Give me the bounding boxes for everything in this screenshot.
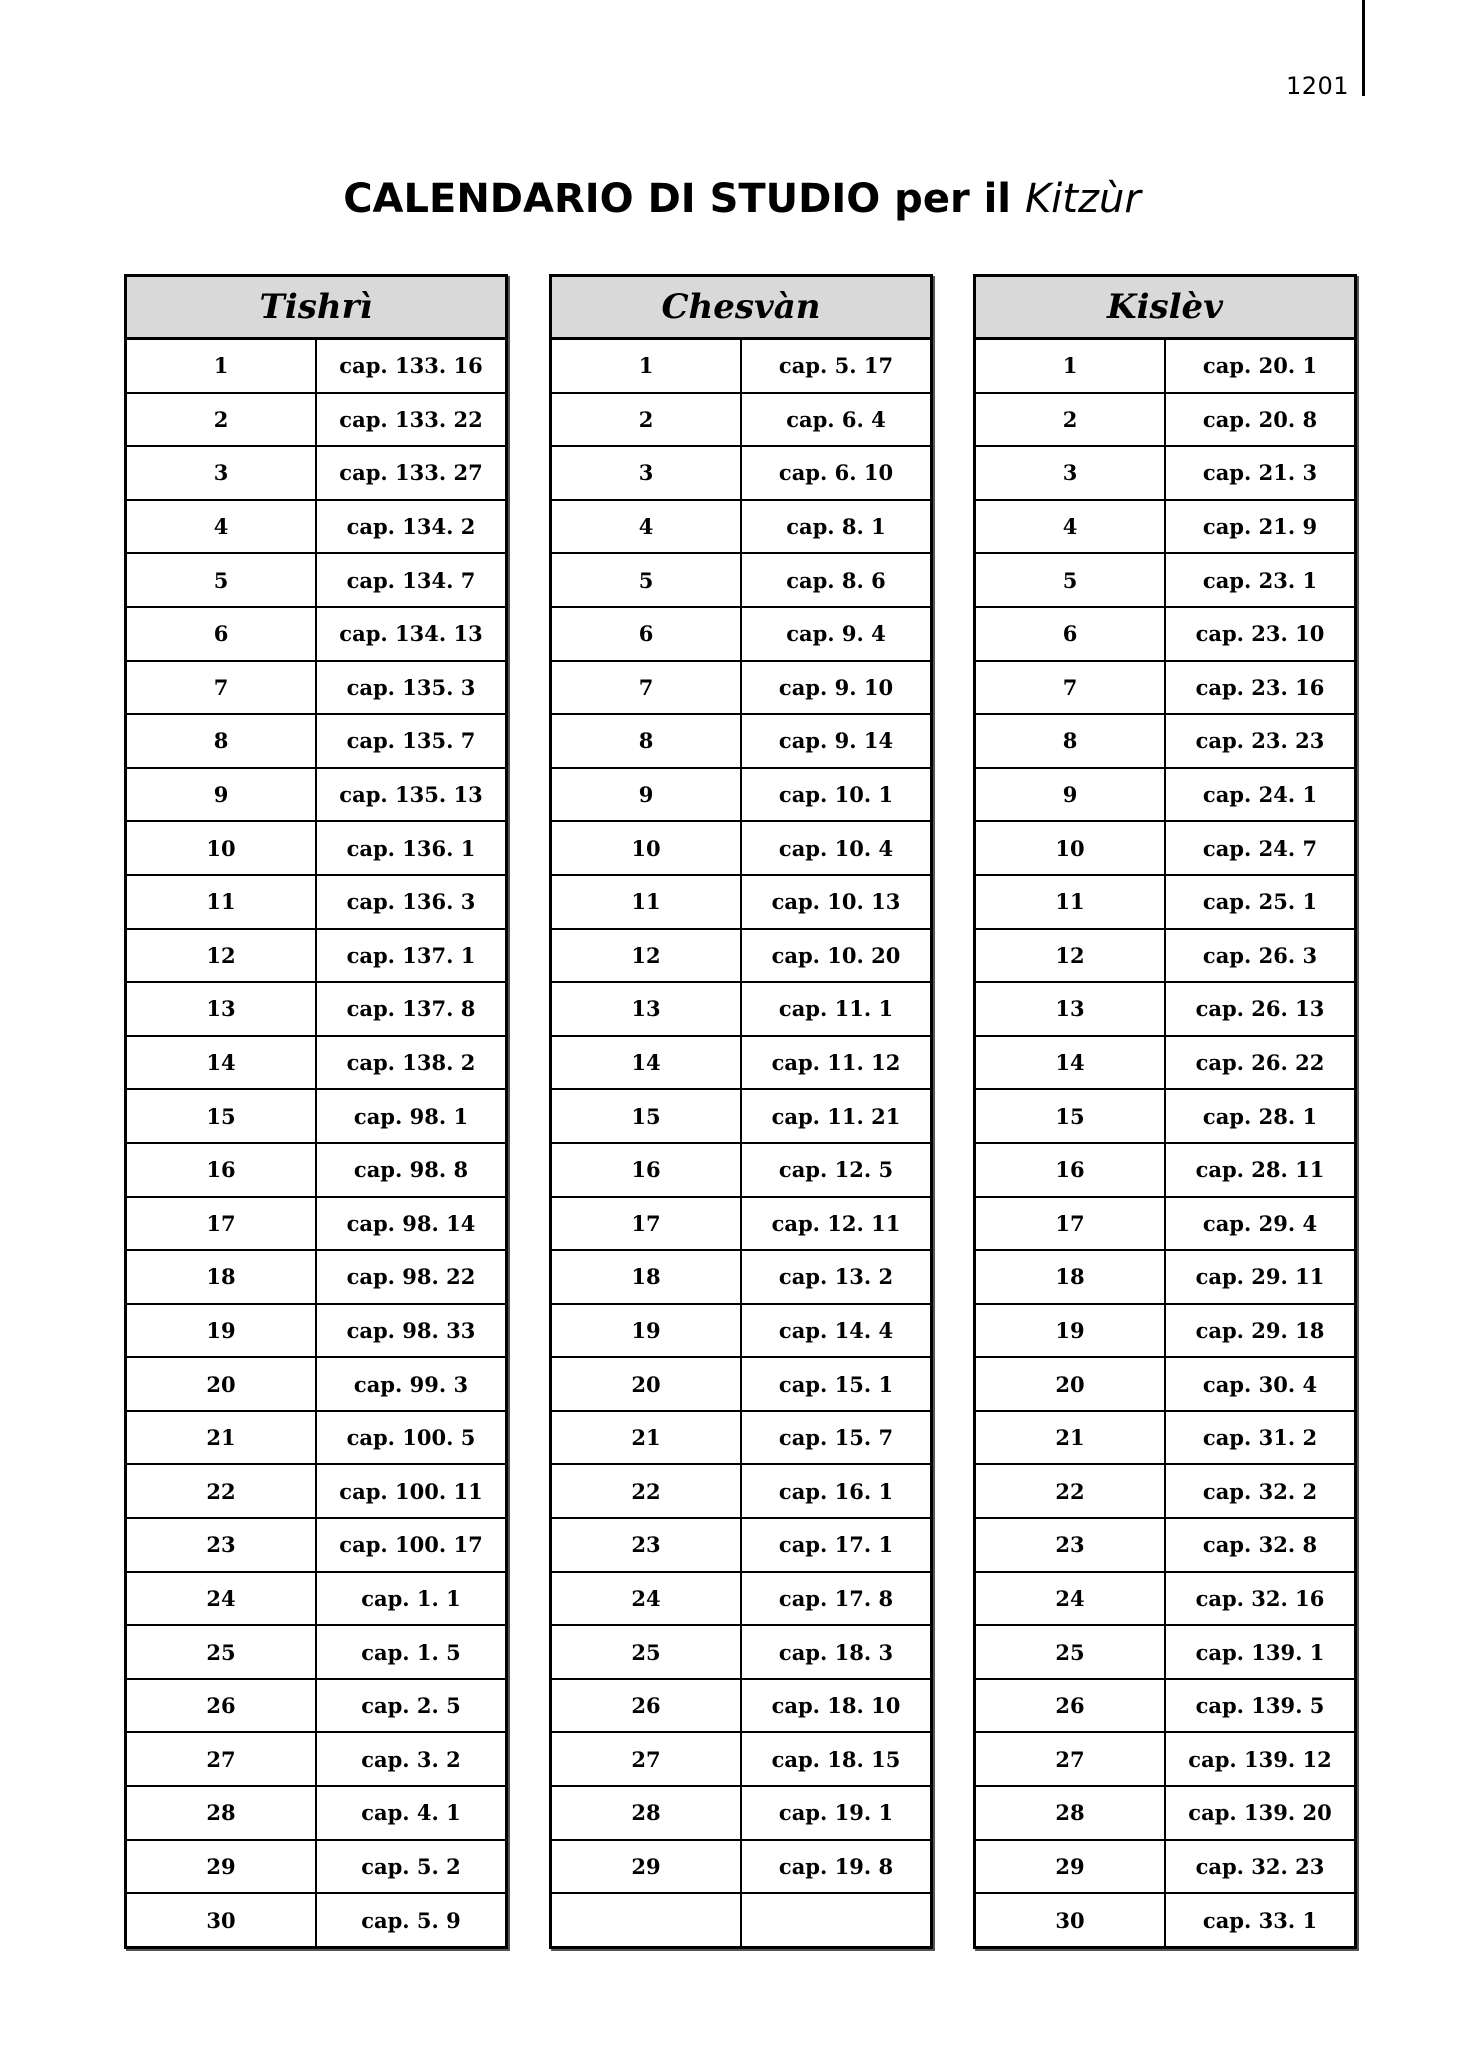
chapter-ref-cell: cap. 26. 22 bbox=[1165, 1036, 1356, 1090]
chapter-ref-cell: cap. 20. 1 bbox=[1202, 353, 1318, 379]
chapter-ref-cell: cap. 9. 14 bbox=[741, 714, 932, 768]
chapter-ref-cell: cap. 11. 21 bbox=[741, 1089, 932, 1143]
chapter-ref-cell: cap. 23. 16 bbox=[1165, 661, 1356, 715]
month-header: Tishrì bbox=[126, 276, 507, 339]
title-italic: Kitzùr bbox=[1024, 176, 1141, 222]
day-cell: 5 bbox=[126, 553, 317, 607]
chapter-ref-cell: cap. 19. 1 bbox=[741, 1786, 932, 1840]
day-cell: 20 bbox=[975, 1357, 1166, 1411]
chapter-ref-cell: cap. 99. 3 bbox=[316, 1357, 507, 1411]
chapter-ref-cell: cap. 15. 7 bbox=[741, 1411, 932, 1465]
day-cell: 11 bbox=[975, 875, 1166, 929]
table-row bbox=[126, 768, 507, 822]
day-cell: 29 bbox=[551, 1840, 742, 1894]
table-row bbox=[975, 1893, 1356, 1947]
day-cell: 19 bbox=[126, 1304, 317, 1358]
day-cell: 4 bbox=[975, 500, 1166, 554]
day-cell: 18 bbox=[126, 1250, 317, 1304]
chapter-ref-cell: cap. 136. 3 bbox=[316, 875, 507, 929]
table-row bbox=[126, 1411, 507, 1465]
chapter-ref-cell: cap. 31. 2 bbox=[1165, 1411, 1356, 1465]
day-cell: 29 bbox=[975, 1840, 1166, 1894]
chapter-ref-cell: cap. 17. 8 bbox=[741, 1572, 932, 1626]
chapter-ref-cell: cap. 100. 11 bbox=[316, 1464, 507, 1518]
table-row bbox=[551, 1518, 932, 1572]
day-cell: 26 bbox=[126, 1679, 317, 1733]
chapter-ref-cell: cap. 133. 27 bbox=[316, 446, 507, 500]
table-row bbox=[126, 1464, 507, 1518]
table-row bbox=[975, 821, 1356, 875]
day-cell: 24 bbox=[126, 1572, 317, 1626]
table-row bbox=[551, 1250, 932, 1304]
table-row bbox=[551, 1786, 932, 1840]
day-cell: 15 bbox=[975, 1089, 1166, 1143]
table-row bbox=[126, 1732, 507, 1786]
day-cell: 11 bbox=[126, 875, 317, 929]
day-cell: 29 bbox=[126, 1840, 317, 1894]
chapter-ref-cell: cap. 20. 8 bbox=[1165, 393, 1356, 447]
table-row bbox=[975, 393, 1356, 447]
day-cell: 13 bbox=[551, 982, 742, 1036]
chapter-ref-cell: cap. 98. 22 bbox=[316, 1250, 507, 1304]
table-row bbox=[975, 1840, 1356, 1894]
table-row bbox=[126, 607, 507, 661]
day-cell: 23 bbox=[975, 1518, 1166, 1572]
table-row bbox=[975, 1411, 1356, 1465]
day-cell: 18 bbox=[551, 1250, 742, 1304]
day-cell: 10 bbox=[551, 821, 742, 875]
day-cell: 1 bbox=[551, 339, 742, 393]
table-row bbox=[975, 1679, 1356, 1733]
table-row bbox=[551, 1572, 932, 1626]
day-cell: 2 bbox=[551, 393, 742, 447]
table-row bbox=[975, 1143, 1356, 1197]
chapter-ref-cell: cap. 21. 9 bbox=[1165, 500, 1356, 554]
day-cell: 7 bbox=[126, 661, 317, 715]
day-cell: 16 bbox=[551, 1143, 742, 1197]
chapter-ref-cell: cap. 26. 13 bbox=[1165, 982, 1356, 1036]
day-cell: 13 bbox=[975, 982, 1166, 1036]
day-cell: 22 bbox=[975, 1464, 1166, 1518]
chapter-ref-cell: cap. 23. 23 bbox=[1165, 714, 1356, 768]
day-cell: 15 bbox=[551, 1089, 742, 1143]
day-cell: 9 bbox=[975, 768, 1166, 822]
day-cell: 6 bbox=[551, 607, 742, 661]
day-cell: 24 bbox=[975, 1572, 1166, 1626]
table-row bbox=[975, 1732, 1356, 1786]
day-cell: 19 bbox=[551, 1304, 742, 1358]
chapter-ref-cell: cap. 18. 3 bbox=[741, 1625, 932, 1679]
table-row bbox=[551, 607, 932, 661]
day-cell: 8 bbox=[126, 714, 317, 768]
day-cell: 17 bbox=[975, 1197, 1166, 1251]
day-cell: 22 bbox=[126, 1464, 317, 1518]
table-row bbox=[126, 393, 507, 447]
day-cell: 25 bbox=[551, 1625, 742, 1679]
table-row bbox=[975, 1197, 1356, 1251]
table-row bbox=[975, 553, 1356, 607]
chapter-ref-cell: cap. 29. 11 bbox=[1165, 1250, 1356, 1304]
day-cell: 17 bbox=[126, 1197, 317, 1251]
chapter-ref-cell: cap. 24. 1 bbox=[1165, 768, 1356, 822]
table-row bbox=[126, 446, 507, 500]
chapter-ref-cell: cap. 4. 1 bbox=[316, 1786, 507, 1840]
table-row bbox=[126, 982, 507, 1036]
chapter-ref-cell: cap. 1. 1 bbox=[316, 1572, 507, 1626]
day-cell: 14 bbox=[126, 1036, 317, 1090]
table-row bbox=[551, 1625, 932, 1679]
chapter-ref-cell: cap. 14. 4 bbox=[741, 1304, 932, 1358]
day-cell: 5 bbox=[551, 553, 742, 607]
day-cell: 11 bbox=[551, 875, 742, 929]
chapter-ref-cell: cap. 29. 18 bbox=[1165, 1304, 1356, 1358]
chapter-ref-cell: cap. 28. 11 bbox=[1165, 1143, 1356, 1197]
table-row bbox=[126, 1518, 507, 1572]
month-table-tishri bbox=[124, 274, 508, 1949]
table-row bbox=[551, 339, 932, 393]
chapter-ref-cell: cap. 26. 3 bbox=[1165, 929, 1356, 983]
table-row bbox=[126, 661, 507, 715]
month-header: Kislèv bbox=[975, 276, 1356, 339]
table-row bbox=[975, 982, 1356, 1036]
day-cell: 20 bbox=[126, 1357, 317, 1411]
table-row bbox=[126, 1197, 507, 1251]
chapter-ref-cell: cap. 9. 10 bbox=[741, 661, 932, 715]
table-row bbox=[975, 714, 1356, 768]
day-cell: 6 bbox=[126, 607, 317, 661]
chapter-ref-cell: cap. 137. 1 bbox=[316, 929, 507, 983]
day-cell: 25 bbox=[975, 1625, 1166, 1679]
table-row bbox=[126, 500, 507, 554]
chapter-ref-cell: cap. 24. 7 bbox=[1165, 821, 1356, 875]
table-row bbox=[975, 1625, 1356, 1679]
table-row bbox=[126, 1840, 507, 1894]
chapter-ref-cell: cap. 10. 13 bbox=[741, 875, 932, 929]
table-row bbox=[126, 1786, 507, 1840]
page-edge-rule bbox=[1362, 0, 1365, 96]
day-cell: 17 bbox=[551, 1197, 742, 1251]
page-number: 1201 bbox=[1286, 72, 1350, 100]
day-cell: 7 bbox=[551, 661, 742, 715]
chapter-ref-cell: cap. 5. 17 bbox=[778, 353, 894, 379]
chapter-ref-cell: cap. 134. 2 bbox=[316, 500, 507, 554]
day-cell: 30 bbox=[975, 1893, 1166, 1947]
chapter-ref-cell: cap. 32. 23 bbox=[1165, 1840, 1356, 1894]
day-cell: 23 bbox=[551, 1518, 742, 1572]
table-row bbox=[126, 1572, 507, 1626]
chapter-ref-cell: cap. 6. 10 bbox=[741, 446, 932, 500]
table-row bbox=[551, 1197, 932, 1251]
chapter-ref-cell: cap. 32. 16 bbox=[1165, 1572, 1356, 1626]
chapter-ref-cell: cap. 139. 20 bbox=[1165, 1786, 1356, 1840]
chapter-ref-cell: cap. 18. 10 bbox=[741, 1679, 932, 1733]
table-row bbox=[975, 1304, 1356, 1358]
table-row bbox=[126, 1893, 507, 1947]
chapter-ref-cell: cap. 11. 1 bbox=[741, 982, 932, 1036]
chapter-ref-cell: cap. 18. 15 bbox=[741, 1732, 932, 1786]
day-cell: 4 bbox=[126, 500, 317, 554]
table-row bbox=[126, 875, 507, 929]
day-cell: 13 bbox=[126, 982, 317, 1036]
chapter-ref-cell: cap. 136. 1 bbox=[316, 821, 507, 875]
day-cell: 1 bbox=[126, 339, 317, 393]
month-header: Chesvàn bbox=[551, 276, 932, 339]
table-row bbox=[551, 821, 932, 875]
chapter-ref-cell: cap. 135. 7 bbox=[316, 714, 507, 768]
day-cell: 21 bbox=[126, 1411, 317, 1465]
chapter-ref-cell: cap. 139. 5 bbox=[1165, 1679, 1356, 1733]
table-row bbox=[975, 929, 1356, 983]
day-cell: 28 bbox=[975, 1786, 1166, 1840]
chapter-ref-cell: cap. 12. 11 bbox=[741, 1197, 932, 1251]
day-cell: 15 bbox=[126, 1089, 317, 1143]
chapter-ref-cell: cap. 98. 14 bbox=[316, 1197, 507, 1251]
chapter-ref-cell: cap. 15. 1 bbox=[741, 1357, 932, 1411]
chapter-ref-cell: cap. 98. 1 bbox=[316, 1089, 507, 1143]
day-cell: 27 bbox=[975, 1732, 1166, 1786]
day-cell: 12 bbox=[126, 929, 317, 983]
table-row bbox=[551, 393, 932, 447]
table-row bbox=[126, 1089, 507, 1143]
day-cell: 16 bbox=[126, 1143, 317, 1197]
day-cell: 2 bbox=[975, 393, 1166, 447]
table-row bbox=[975, 1036, 1356, 1090]
chapter-ref-cell: cap. 137. 8 bbox=[316, 982, 507, 1036]
chapter-ref-cell: cap. 17. 1 bbox=[741, 1518, 932, 1572]
chapter-ref-cell: cap. 3. 2 bbox=[316, 1732, 507, 1786]
chapter-ref-cell: cap. 2. 5 bbox=[316, 1679, 507, 1733]
day-cell: 19 bbox=[975, 1304, 1166, 1358]
table-row bbox=[975, 500, 1356, 554]
table-row bbox=[975, 661, 1356, 715]
chapter-ref-cell: cap. 32. 2 bbox=[1165, 1464, 1356, 1518]
table-row bbox=[975, 607, 1356, 661]
day-cell: 20 bbox=[551, 1357, 742, 1411]
table-row bbox=[126, 1357, 507, 1411]
table-row bbox=[551, 1304, 932, 1358]
day-cell: 7 bbox=[975, 661, 1166, 715]
day-cell: 10 bbox=[975, 821, 1166, 875]
table-row bbox=[126, 339, 507, 393]
table-row bbox=[551, 1732, 932, 1786]
chapter-ref-cell: cap. 134. 13 bbox=[316, 607, 507, 661]
table-row bbox=[551, 1464, 932, 1518]
chapter-ref-cell: cap. 6. 4 bbox=[741, 393, 932, 447]
table-row bbox=[551, 1840, 932, 1894]
day-cell: 26 bbox=[975, 1679, 1166, 1733]
table-row bbox=[551, 446, 932, 500]
table-row bbox=[551, 714, 932, 768]
chapter-ref-cell: cap. 23. 1 bbox=[1165, 553, 1356, 607]
table-row bbox=[975, 1357, 1356, 1411]
table-row bbox=[975, 768, 1356, 822]
table-row bbox=[975, 339, 1356, 393]
chapter-ref-cell: cap. 30. 4 bbox=[1165, 1357, 1356, 1411]
day-cell: 30 bbox=[126, 1893, 317, 1947]
table-row bbox=[551, 768, 932, 822]
table-row bbox=[551, 875, 932, 929]
table-row bbox=[975, 1786, 1356, 1840]
chapter-ref-cell: cap. 100. 5 bbox=[316, 1411, 507, 1465]
table-row bbox=[551, 500, 932, 554]
chapter-ref-cell: cap. 21. 3 bbox=[1165, 446, 1356, 500]
table-row bbox=[126, 714, 507, 768]
day-cell: 1 bbox=[975, 339, 1166, 393]
day-cell: 18 bbox=[975, 1250, 1166, 1304]
day-cell: 3 bbox=[975, 446, 1166, 500]
day-cell: 5 bbox=[975, 553, 1166, 607]
chapter-ref-cell: cap. 19. 8 bbox=[741, 1840, 932, 1894]
chapter-ref-cell: cap. 139. 1 bbox=[1165, 1625, 1356, 1679]
chapter-ref-cell: cap. 133. 22 bbox=[316, 393, 507, 447]
day-cell: 16 bbox=[975, 1143, 1166, 1197]
chapter-ref-cell: cap. 133. 16 bbox=[339, 353, 483, 379]
chapter-ref-cell: cap. 16. 1 bbox=[741, 1464, 932, 1518]
day-cell: 27 bbox=[551, 1732, 742, 1786]
chapter-ref-cell: cap. 25. 1 bbox=[1165, 875, 1356, 929]
day-cell: 22 bbox=[551, 1464, 742, 1518]
page-title bbox=[0, 176, 1484, 222]
table-row bbox=[975, 446, 1356, 500]
chapter-ref-cell: cap. 135. 13 bbox=[316, 768, 507, 822]
chapter-ref-cell: cap. 33. 1 bbox=[1165, 1893, 1356, 1947]
day-cell: 14 bbox=[551, 1036, 742, 1090]
chapter-ref-cell: cap. 98. 8 bbox=[316, 1143, 507, 1197]
table-row bbox=[126, 1250, 507, 1304]
chapter-ref-cell: cap. 29. 4 bbox=[1165, 1197, 1356, 1251]
chapter-ref-cell: cap. 134. 7 bbox=[316, 553, 507, 607]
chapter-ref-cell: cap. 13. 2 bbox=[741, 1250, 932, 1304]
day-cell: 10 bbox=[126, 821, 317, 875]
month-table-kislev bbox=[973, 274, 1357, 1949]
table-row bbox=[551, 553, 932, 607]
day-cell: 27 bbox=[126, 1732, 317, 1786]
table-row bbox=[126, 1036, 507, 1090]
day-cell: 25 bbox=[126, 1625, 317, 1679]
table-row bbox=[551, 1357, 932, 1411]
day-cell: 8 bbox=[551, 714, 742, 768]
chapter-ref-cell: cap. 139. 12 bbox=[1165, 1732, 1356, 1786]
chapter-ref-cell: cap. 100. 17 bbox=[316, 1518, 507, 1572]
day-cell bbox=[551, 1893, 742, 1947]
table-row bbox=[551, 1893, 932, 1947]
chapter-ref-cell: cap. 135. 3 bbox=[316, 661, 507, 715]
chapter-ref-cell: cap. 10. 4 bbox=[741, 821, 932, 875]
table-row bbox=[551, 1679, 932, 1733]
chapter-ref-cell: cap. 138. 2 bbox=[316, 1036, 507, 1090]
day-cell: 21 bbox=[975, 1411, 1166, 1465]
table-row bbox=[975, 1089, 1356, 1143]
day-cell: 12 bbox=[551, 929, 742, 983]
table-row bbox=[975, 1250, 1356, 1304]
table-row bbox=[126, 1625, 507, 1679]
chapter-ref-cell: cap. 5. 2 bbox=[316, 1840, 507, 1894]
table-row bbox=[551, 1411, 932, 1465]
chapter-ref-cell: cap. 32. 8 bbox=[1165, 1518, 1356, 1572]
chapter-ref-cell: cap. 10. 20 bbox=[741, 929, 932, 983]
day-cell: 6 bbox=[975, 607, 1166, 661]
day-cell: 8 bbox=[975, 714, 1166, 768]
day-cell: 23 bbox=[126, 1518, 317, 1572]
table-row bbox=[551, 929, 932, 983]
day-cell: 3 bbox=[551, 446, 742, 500]
table-row bbox=[975, 1572, 1356, 1626]
chapter-ref-cell: cap. 1. 5 bbox=[316, 1625, 507, 1679]
chapter-ref-cell: cap. 5. 9 bbox=[316, 1893, 507, 1947]
table-row bbox=[551, 1089, 932, 1143]
table-row bbox=[126, 821, 507, 875]
chapter-ref-cell: cap. 12. 5 bbox=[741, 1143, 932, 1197]
day-cell: 24 bbox=[551, 1572, 742, 1626]
chapter-ref-cell: cap. 98. 33 bbox=[316, 1304, 507, 1358]
table-row bbox=[975, 1464, 1356, 1518]
day-cell: 9 bbox=[551, 768, 742, 822]
day-cell: 9 bbox=[126, 768, 317, 822]
chapter-ref-cell: cap. 10. 1 bbox=[741, 768, 932, 822]
chapter-ref-cell: cap. 9. 4 bbox=[741, 607, 932, 661]
table-row bbox=[126, 1304, 507, 1358]
day-cell: 12 bbox=[975, 929, 1166, 983]
table-row bbox=[126, 1143, 507, 1197]
table-row bbox=[551, 1143, 932, 1197]
table-row bbox=[975, 875, 1356, 929]
day-cell: 2 bbox=[126, 393, 317, 447]
table-row bbox=[551, 1036, 932, 1090]
chapter-ref-cell bbox=[741, 1893, 932, 1947]
table-row bbox=[126, 553, 507, 607]
chapter-ref-cell: cap. 11. 12 bbox=[741, 1036, 932, 1090]
table-row bbox=[975, 1518, 1356, 1572]
month-table-chesvan bbox=[549, 274, 933, 1949]
table-row bbox=[126, 929, 507, 983]
title-main: CALENDARIO DI STUDIO per il bbox=[343, 176, 1012, 222]
chapter-ref-cell: cap. 8. 6 bbox=[741, 553, 932, 607]
day-cell: 28 bbox=[126, 1786, 317, 1840]
table-row bbox=[551, 982, 932, 1036]
day-cell: 14 bbox=[975, 1036, 1166, 1090]
chapter-ref-cell: cap. 23. 10 bbox=[1165, 607, 1356, 661]
day-cell: 26 bbox=[551, 1679, 742, 1733]
table-row bbox=[551, 661, 932, 715]
day-cell: 28 bbox=[551, 1786, 742, 1840]
day-cell: 21 bbox=[551, 1411, 742, 1465]
day-cell: 3 bbox=[126, 446, 317, 500]
table-row bbox=[126, 1679, 507, 1733]
chapter-ref-cell: cap. 28. 1 bbox=[1165, 1089, 1356, 1143]
chapter-ref-cell: cap. 8. 1 bbox=[741, 500, 932, 554]
day-cell: 4 bbox=[551, 500, 742, 554]
